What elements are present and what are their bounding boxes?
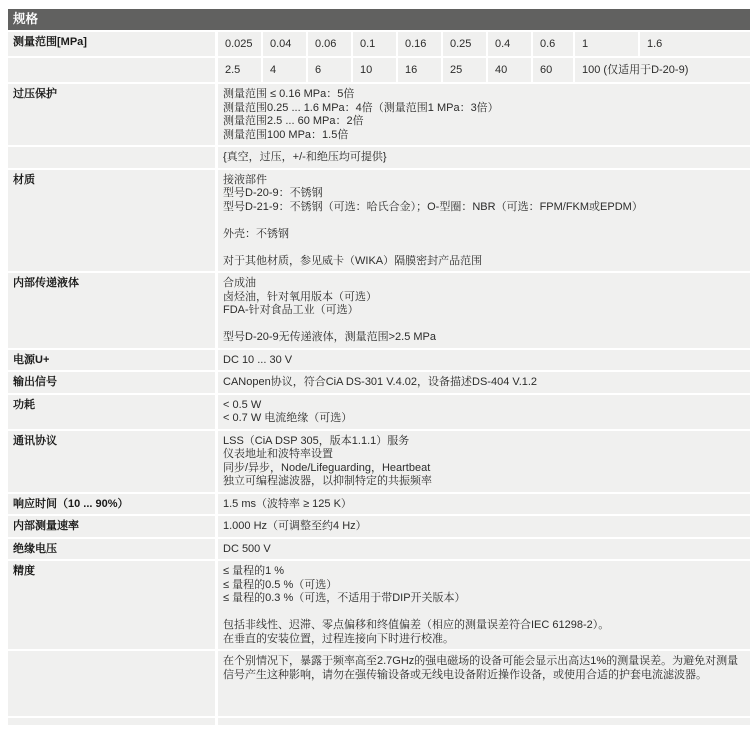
row-value-transmission-fluid [218,273,750,348]
value-line: 测量范围100 MPa：1.5倍 [223,128,349,141]
row-label-protocol: 通讯协议 [8,431,215,492]
row-value-output-signal [218,372,750,393]
row-label-empty [8,651,215,716]
value-line: 测量范围 ≤ 0.16 MPa：5倍 [223,88,355,100]
range-cell: 4 [263,58,306,82]
value-line: 独立可编程滤波器，以抑制特定的共振频率 [223,475,432,487]
value-line: ≤ 量程的0.5 %（可选） [223,578,338,591]
row-label-empty [8,58,215,82]
row-label-empty [8,718,215,725]
row-label-material: 材质 [8,170,215,272]
row-value-accuracy [218,561,750,649]
spec-row-power-supply [8,350,750,371]
row-label-overpressure: 过压保护 [8,84,215,145]
row-label-power-consumption: 功耗 [8,395,215,429]
value-line: 外壳：不锈钢 [223,227,289,240]
row-value-material [218,170,750,272]
value-line: 测量范围2.5 ... 60 MPa：2倍 [223,115,364,127]
spec-row-partial-bottom [8,718,750,725]
row-label-power-supply: 电源U+ [8,350,215,371]
value-line: ≤ 量程的1 % [223,565,285,577]
range-cell: 0.025 [218,32,261,56]
range-cell: 25 [443,58,486,82]
row-label-measuring-rate: 内部测量速率 [8,516,215,537]
range-cell: 6 [308,58,351,82]
range-cell-merged: 100 (仅适用于D-20-9) [575,58,750,82]
row-value-measuring-rate [218,516,750,537]
value-line: FDA-针对食品工业（可选） [223,304,359,316]
value-line-blank [223,606,744,620]
spec-row-material [8,170,750,272]
range-cell: 16 [398,58,441,82]
range-cell: 40 [488,58,531,82]
row-value-emc-note [218,651,750,716]
value-line: 包括非线性、迟滞、零点偏移和终值偏差（相应的测量误差符合IEC 61298-2）。 [223,619,610,631]
row-value-insulation-voltage [218,539,750,560]
spec-row-accuracy [8,561,750,649]
value-line: < 0.5 W [223,398,262,411]
row-label-output-signal: 输出信号 [8,372,215,393]
spec-row-pressure-types [8,147,750,168]
value-line: 同步/异步，Node/Lifeguarding，Heartbeat [223,461,431,474]
spec-row-protocol [8,431,750,492]
value-line: DC 500 V [223,542,271,555]
row-value-protocol [218,431,750,492]
range-cell: 0.4 [488,32,531,56]
value-line: 卤烃油，针对氧用版本（可选） [223,290,377,303]
row-label-accuracy: 精度 [8,561,215,649]
range-cell: 60 [533,58,573,82]
value-line: DC 10 ... 30 V [223,353,293,366]
spec-row-measuring-rate [8,516,750,537]
spec-row-overpressure [8,84,750,145]
row-label-transmission-fluid: 内部传递液体 [8,273,215,348]
value-line: 合成油 [223,277,256,289]
value-paragraph: 在个别情况下，暴露于频率高至2.7GHz的强电磁场的设备可能会显示出高达1%的测量误差。为避免对测量信号产生这种影响，请勿在强传输设备或无线电设备附近操作设备，或使用合适的护套电流滤波器。 [223,655,739,681]
row-value-overpressure [218,84,750,145]
range-cells-row2 [218,58,750,82]
spec-row-response-time [8,494,750,515]
spec-row-measuring-range-1 [8,32,750,56]
value-line: 接液部件 [223,173,267,186]
value-line: 仪表地址和波特率设置 [223,448,333,460]
row-label-measuring-range: 测量范围[MPa] [8,32,215,56]
row-label-response-time: 响应时间（10 ... 90%） [8,494,215,515]
row-label-empty [8,147,215,168]
range-cells-row1 [218,32,750,56]
range-cell: 2.5 [218,58,261,82]
range-cell: 0.25 [443,32,486,56]
value-line-blank [223,214,744,228]
row-value-response-time [218,494,750,515]
value-line: 在垂直的安装位置，过程连接向下时进行校准。 [223,632,454,645]
value-line: 1.000 Hz（可调整至约4 Hz） [223,520,367,532]
spec-row-power-consumption [8,395,750,429]
spec-row-measuring-range-2 [8,58,750,82]
row-value-pressure-types [218,147,750,168]
row-value-empty [218,718,750,725]
spec-row-output-signal [8,372,750,393]
range-cell: 1 [575,32,638,56]
value-line: 型号D-21-9：不锈钢（可选：哈氏合金）；O-型圈：NBR（可选：FPM/FKM或EPDM） [223,200,643,213]
spec-row-insulation-voltage [8,539,750,560]
value-line: {真空，过压，+/-和绝压均可提供} [223,151,387,163]
row-label-insulation-voltage: 绝缘电压 [8,539,215,560]
value-line: CANopen协议，符合CiA DS-301 V.4.02，设备描述DS-404 V.1.2 [223,376,538,388]
range-cell: 0.06 [308,32,351,56]
table-header [8,9,750,30]
value-line: 型号D-20-9：不锈钢 [223,187,323,199]
value-line: 1.5 ms（波特率 ≥ 125 K） [223,497,352,510]
range-cell: 10 [353,58,396,82]
value-line: 型号D-20-9无传递液体，测量范围>2.5 MPa [223,331,437,343]
range-cell: 0.6 [533,32,573,56]
value-line: 测量范围0.25 ... 1.6 MPa：4倍（测量范围1 MPa：3倍） [223,101,499,114]
spec-row-transmission-fluid [8,273,750,348]
value-line-blank [223,318,744,332]
range-cell: 0.1 [353,32,396,56]
range-cell: 1.6 [640,32,750,56]
range-cell: 0.04 [263,32,306,56]
value-line: ≤ 量程的0.3 %（可选，不适用于带DIP开关版本） [223,592,466,604]
specifications-table [8,9,750,725]
row-value-power-supply [218,350,750,371]
value-line: < 0.7 W 电流绝缘（可选） [223,412,353,424]
table-title: 规格 [13,12,39,26]
row-value-power-consumption [218,395,750,429]
value-line: 对于其他材质，参见威卡（WIKA）隔膜密封产品范围 [223,254,483,267]
value-line: LSS（CiA DSP 305，版本1.1.1）服务 [223,434,410,447]
value-line-blank [223,241,744,255]
spec-row-emc-note [8,651,750,716]
range-cell: 0.16 [398,32,441,56]
